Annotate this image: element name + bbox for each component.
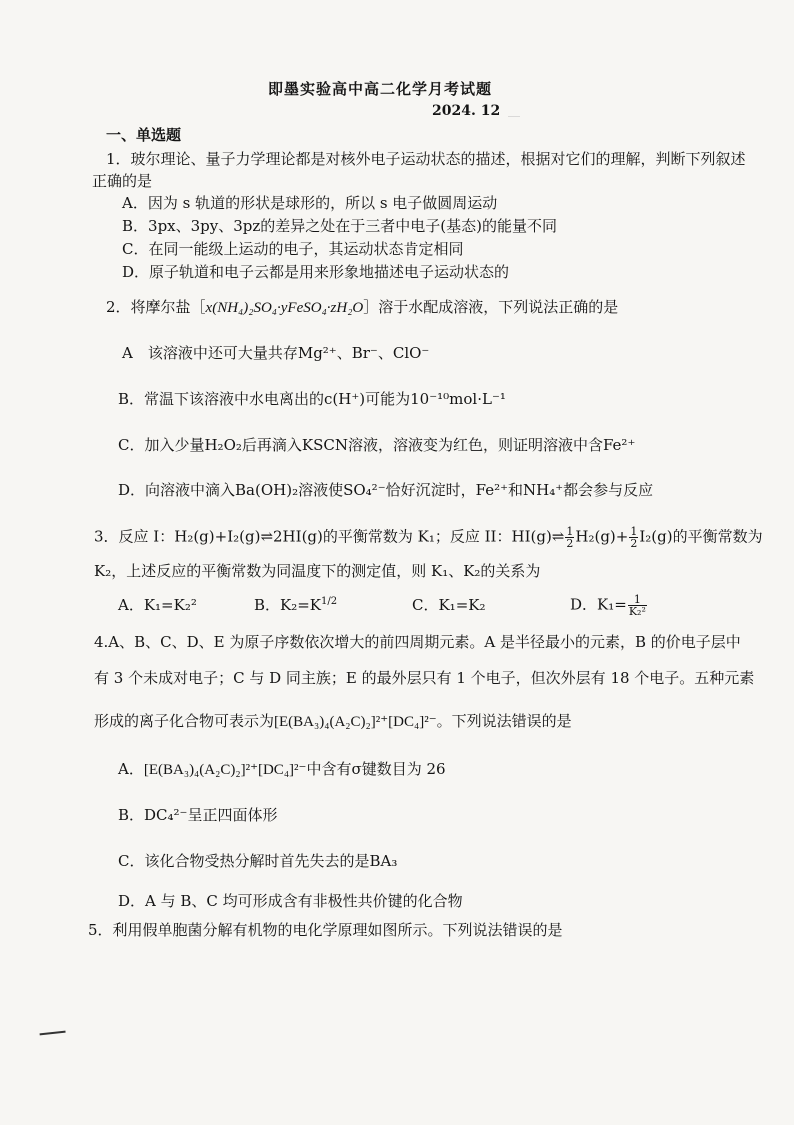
- q3-option-d-num: 1: [628, 594, 647, 606]
- q5-stem: 5．利用假单胞菌分解有机物的电化学原理如图所示。下列说法错误的是: [88, 921, 563, 939]
- q3-option-c: C．K₁=K₂: [412, 596, 486, 614]
- q3-option-b-text: B．K₂=K: [254, 596, 322, 614]
- q1-option-a: A．因为 s 轨道的形状是球形的，所以 s 电子做圆周运动: [122, 194, 498, 212]
- q4-line3-post: 。下列说法错误的是: [436, 712, 572, 730]
- q2-formula: x(NH₄)₂SO₄·yFeSO₄·zH₂O: [205, 300, 364, 316]
- q2-stem-post: ］溶于水配成溶液，下列说法正确的是: [363, 298, 619, 316]
- q1-stem-line1: 1．玻尔理论、量子力学理论都是对核外电子运动状态的描述，根据对它们的理解，判断下列叙述: [106, 150, 746, 168]
- q3-line1-pre: 3．反应 I：H₂(g)+I₂(g)⇌2HI(g)的平衡常数为 K₁；反应 II：HI(g)⇌: [94, 527, 565, 546]
- q2-option-b: B．常温下该溶液中水电离出的c(H⁺)可能为10⁻¹⁰mol·L⁻¹: [118, 390, 506, 408]
- q3-stem-line1: [94, 526, 763, 549]
- q4-option-a-formula: [E(BA₃)₄(A₂C)₂]²⁺[DC₄]²⁻: [143, 762, 307, 778]
- q1-stem-line2: 正确的是: [92, 172, 153, 190]
- q4-option-b: B．DC₄²⁻呈正四面体形: [118, 806, 278, 824]
- q3-option-b: [254, 596, 337, 614]
- q1-option-c: C．在同一能级上运动的电子，其运动状态肯定相同: [122, 240, 464, 258]
- q1-option-b: B．3px、3py、3pz的差异之处在于三者中电子(基态)的能量不同: [122, 217, 558, 235]
- q4-option-d: D．A 与 B、C 均可形成含有非极性共价键的化合物: [118, 892, 463, 910]
- q3-option-d-fraction: [628, 594, 647, 617]
- q3-half-den-2: 2: [630, 537, 638, 550]
- q4-stem-line1: 4.A、B、C、D、E 为原子序数依次增大的前四周期元素。A 是半径最小的元素，B 的价电子层中: [94, 633, 741, 651]
- q3-option-a: A．K₁=K₂²: [118, 596, 197, 614]
- q3-line1-post: I₂(g)的平衡常数为: [639, 527, 763, 546]
- q2-stem-pre: 2．将摩尔盐［: [106, 298, 206, 316]
- q3-half-fraction-2: [629, 526, 638, 549]
- q3-option-d-den: K₂²: [628, 605, 646, 618]
- q2-option-a: A 该溶液中还可大量共存Mg²⁺、Br⁻、ClO⁻: [122, 344, 430, 362]
- q2-option-c: C．加入少量H₂O₂后再滴入KSCN溶液，溶液变为红色，则证明溶液中含Fe²⁺: [118, 436, 636, 454]
- q4-option-a-post: 中含有σ键数目为 26: [306, 760, 446, 778]
- exam-date: 2024. 12: [432, 103, 501, 119]
- section-heading: 一、单选题: [106, 126, 182, 144]
- q3-line1-mid: H₂(g)+: [575, 527, 629, 546]
- q3-option-d: [570, 594, 648, 617]
- q4-option-a-pre: A．: [118, 760, 144, 778]
- q3-option-d-text: D．K₁=: [570, 595, 627, 614]
- q3-option-b-exp: 1/2: [321, 596, 338, 607]
- q4-line3-formula: [E(BA₃)₄(A₂C)₂]²⁺[DC₄]²⁻: [274, 714, 437, 730]
- exam-title: 即墨实验高中高二化学月考试题: [268, 80, 493, 98]
- q3-half-num-2: 1: [630, 525, 638, 538]
- scan-smudge-top: ＿: [508, 104, 521, 118]
- q2-option-d: D．向溶液中滴入Ba(OH)₂溶液使SO₄²⁻恰好沉淀时，Fe²⁺和NH₄⁺都会参与反应: [118, 481, 654, 499]
- q4-line3-pre: 形成的离子化合物可表示为: [94, 712, 275, 730]
- q3-stem-line2: K₂，上述反应的平衡常数为同温度下的测定值，则 K₁、K₂的关系为: [94, 562, 541, 580]
- q2-stem: [106, 298, 618, 317]
- q3-half-den-1: 2: [566, 537, 574, 550]
- q4-option-c: C．该化合物受热分解时首先失去的是BA₃: [118, 852, 398, 870]
- q4-stem-line2: 有 3 个未成对电子；C 与 D 同主族；E 的最外层只有 1 个电子，但次外层有 18 个电子。五种元素: [94, 669, 755, 687]
- q3-half-fraction-1: [565, 526, 574, 549]
- scan-mark: [40, 1031, 67, 1044]
- q3-half-num-1: 1: [566, 525, 574, 538]
- q4-stem-line3: [94, 712, 572, 731]
- q4-option-a: [118, 760, 446, 779]
- q1-option-d: D．原子轨道和电子云都是用来形象地描述电子运动状态的: [122, 263, 510, 281]
